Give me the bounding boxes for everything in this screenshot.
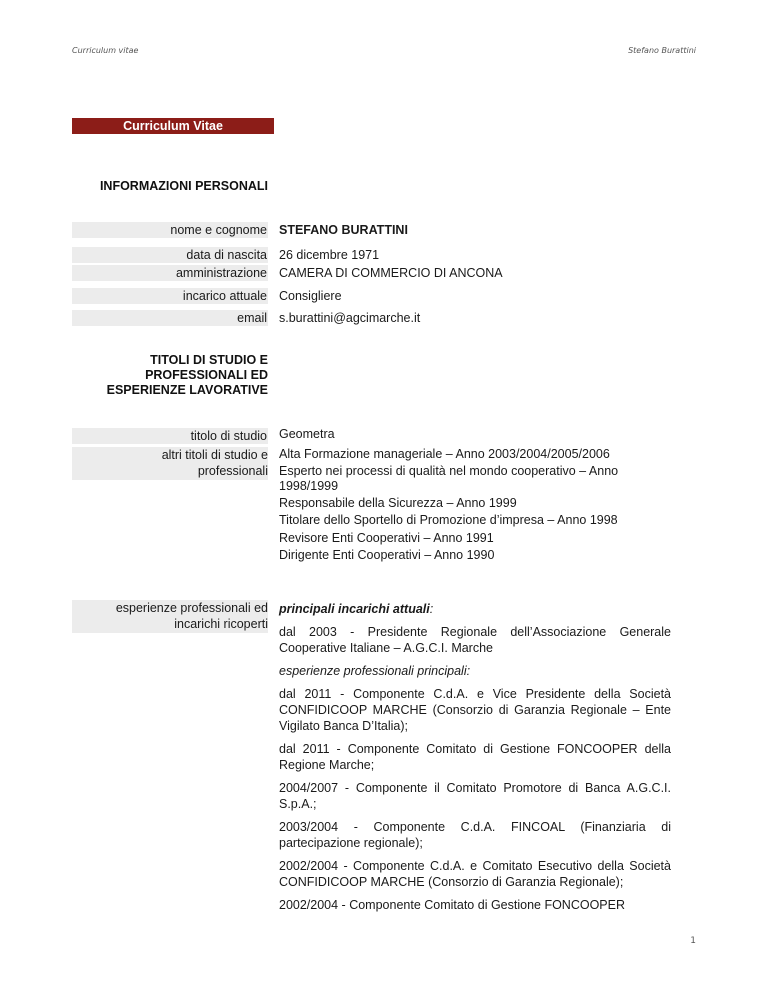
past-experience-item: 2002/2004 - Componente Comitato di Gestione FONCOOPER — [279, 898, 626, 912]
current-role-item: dal 2003 - Presidente Regionale dell’Associazione Generale Cooperative Italiane – A.G.C.I. Marche — [279, 625, 671, 655]
value-birthdate: 26 dicembre 1971 — [279, 248, 380, 262]
past-experience-item: dal 2011 - Componente C.d.A. e Vice Presidente della Società CONFIDICOOP MARCHE (Consorzio di Garanzia Regionale – Ente Vigilato Banca D’Italia); — [279, 687, 671, 733]
label-degree: titolo di studio — [72, 428, 268, 444]
past-experience-item: 2003/2004 - Componente C.d.A. FINCOAL (Finanziaria di partecipazione regionale); — [279, 820, 671, 850]
section-personal-info: INFORMAZIONI PERSONALI — [99, 179, 268, 193]
other-title-item: Revisore Enti Cooperativi – Anno 1991 — [279, 530, 494, 545]
label-other-titles: altri titoli di studio e professionali — [72, 447, 268, 480]
running-header-right: Stefano Burattini — [628, 46, 696, 55]
label-experience: esperienze professionali ed incarichi ricoperti — [72, 600, 268, 633]
value-degree: Geometra — [279, 427, 335, 441]
value-current-role: Consigliere — [279, 289, 342, 303]
other-title-item: Alta Formazione manageriale – Anno 2003/2004/2005/2006 — [279, 447, 610, 461]
section-studies: TITOLI DI STUDIO E PROFESSIONALI ED ESPERIENZE LAVORATIVE — [106, 353, 268, 397]
other-title-item: Titolare dello Sportello di Promozione d’impresa – Anno 1998 — [279, 513, 618, 527]
past-experience-heading: esperienze professionali principali: — [279, 664, 471, 678]
label-email: email — [72, 310, 268, 326]
current-roles-heading: principali incarichi attuali: — [279, 602, 434, 616]
label-current-role: incarico attuale — [72, 288, 268, 304]
label-birthdate: data di nascita — [72, 247, 268, 263]
past-experience-item: 2002/2004 - Componente C.d.A. e Comitato Esecutivo della Società CONFIDICOOP MARCHE (Consorzio di Garanzia Regionale); — [279, 859, 671, 889]
value-name: STEFANO BURATTINI — [279, 223, 408, 237]
label-name: nome e cognome — [72, 222, 268, 238]
running-header-left: Curriculum vitae — [72, 46, 139, 55]
page-number: 1 — [690, 936, 696, 946]
other-title-item: Esperto nei processi di qualità nel mondo cooperativo – Anno 1998/1999 — [279, 463, 619, 493]
value-administration: CAMERA DI COMMERCIO DI ANCONA — [279, 266, 503, 280]
label-administration: amministrazione — [72, 265, 268, 281]
past-experience-item: dal 2011 - Componente Comitato di Gestione FONCOOPER della Regione Marche; — [279, 742, 671, 772]
other-title-item: Responsabile della Sicurezza – Anno 1999 — [279, 495, 517, 510]
other-title-item: Dirigente Enti Cooperativi – Anno 1990 — [279, 548, 495, 562]
other-titles-list — [279, 446, 671, 565]
cv-title-banner: Curriculum Vitae — [72, 118, 274, 134]
experience-content — [279, 601, 671, 920]
value-email: s.burattini@agcimarche.it — [279, 311, 421, 325]
past-experience-item: 2004/2007 - Componente il Comitato Promotore di Banca A.G.C.I. S.p.A.; — [279, 781, 671, 811]
